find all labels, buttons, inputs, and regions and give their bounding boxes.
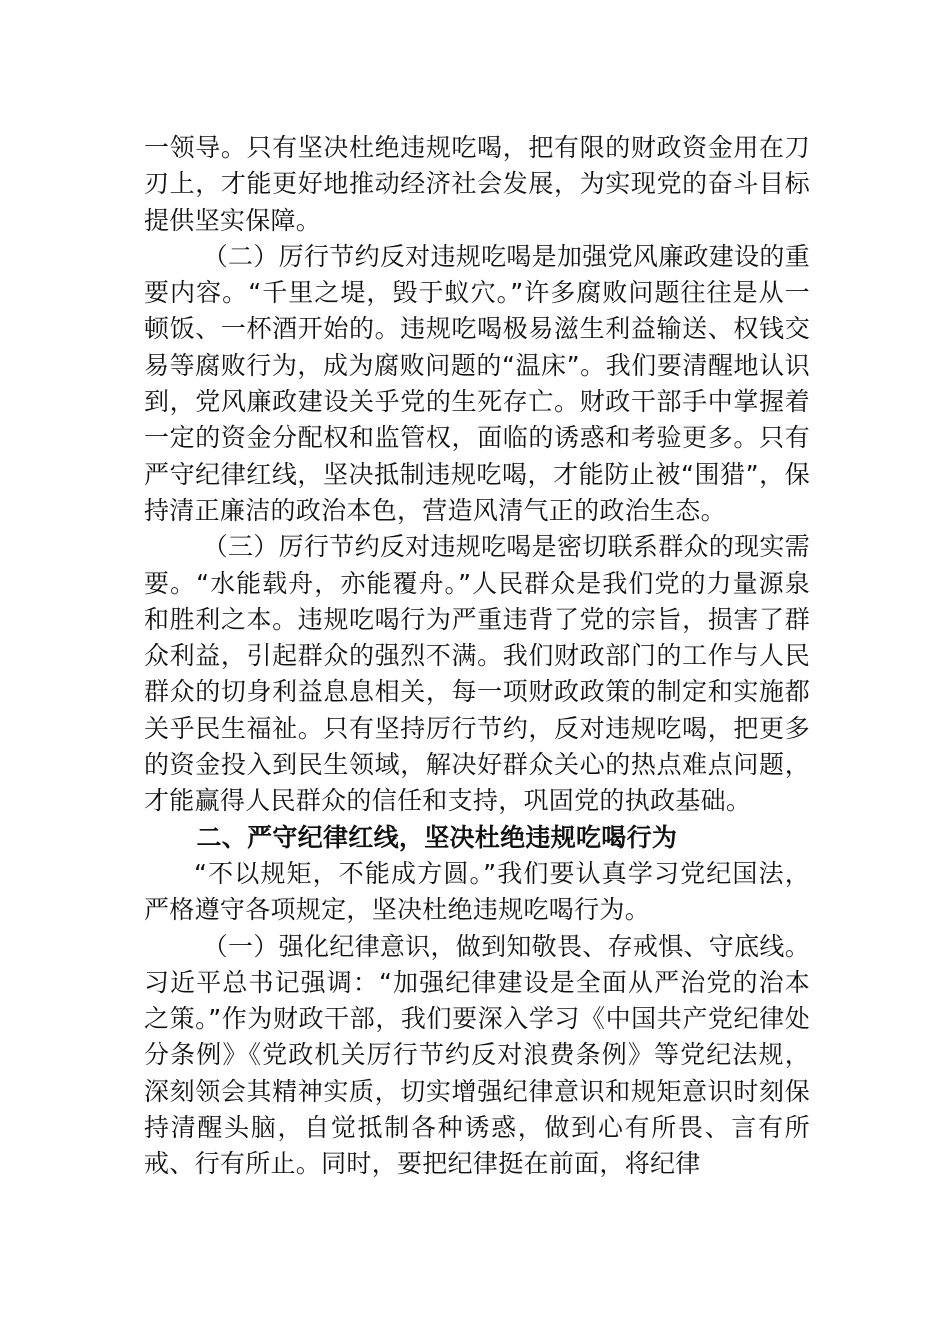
paragraph-section-2: （二）厉行节约反对违规吃喝是加强党风廉政建设的重要内容。“千里之堤，毁于蚁穴。”许多腐败问题往往是从一顿饭、一杯酒开始的。违规吃喝极易滋生利益输送、权钱交易等腐败行为，成为腐败问题的“温床”。我们要清醒地认识到，党风廉政建设关乎党的生死存亡。财政干部手中掌握着一定的资金分配权和监管权，面临的诱惑和考验更多。只有严守纪律红线，坚决抵制违规吃喝，才能防止被“围猎”，保持清正廉洁的政治本色，营造风清气正的政治生态。 bbox=[144, 241, 810, 525]
paragraph-section-3: （三）厉行节约反对违规吃喝是密切联系群众的现实需要。“水能载舟，亦能覆舟。”人民群众是我们党的力量源泉和胜利之本。违规吃喝行为严重违背了党的宗旨，损害了群众利益，引起群众的强烈不满。我们财政部门的工作与人民群众的切身利益息息相关，每一项财政政策的制定和实施都关乎民生福祉。只有坚持厉行节约，反对违规吃喝，把更多的资金投入到民生领域，解决好群众关心的热点难点问题，才能赢得人民群众的信任和支持，巩固党的执政基础。 bbox=[144, 532, 810, 816]
paragraph-continuation: 一领导。只有坚决杜绝违规吃喝，把有限的财政资金用在刀刃上，才能更好地推动经济社会发展，为实现党的奋斗目标提供坚实保障。 bbox=[144, 133, 810, 235]
paragraph-intro-quote: “不以规矩，不能成方圆。”我们要认真学习党纪国法，严格遵守各项规定，坚决杜绝违规吃喝行为。 bbox=[144, 858, 810, 925]
section-heading: 二、严守纪律红线，坚决杜绝违规吃喝行为 bbox=[196, 822, 678, 852]
paragraph-subsection-1: （一）强化纪律意识，做到知敬畏、存戒惧、守底线。习近平总书记强调：“加强纪律建设是全面从严治党的治本之策。”作为财政干部，我们要深入学习《中国共产党纪律处分条例》《党政机关厉行节约反对浪费条例》等党纪法规，深刻领会其精神实质，切实增强纪律意识和规矩意识时刻保持清醒头脑，自觉抵制各种诱惑，做到心有所畏、言有所戒、行有所止。同时，要把纪律挺在前面，将纪律 bbox=[144, 931, 810, 1179]
document-page bbox=[144, 130, 810, 1183]
